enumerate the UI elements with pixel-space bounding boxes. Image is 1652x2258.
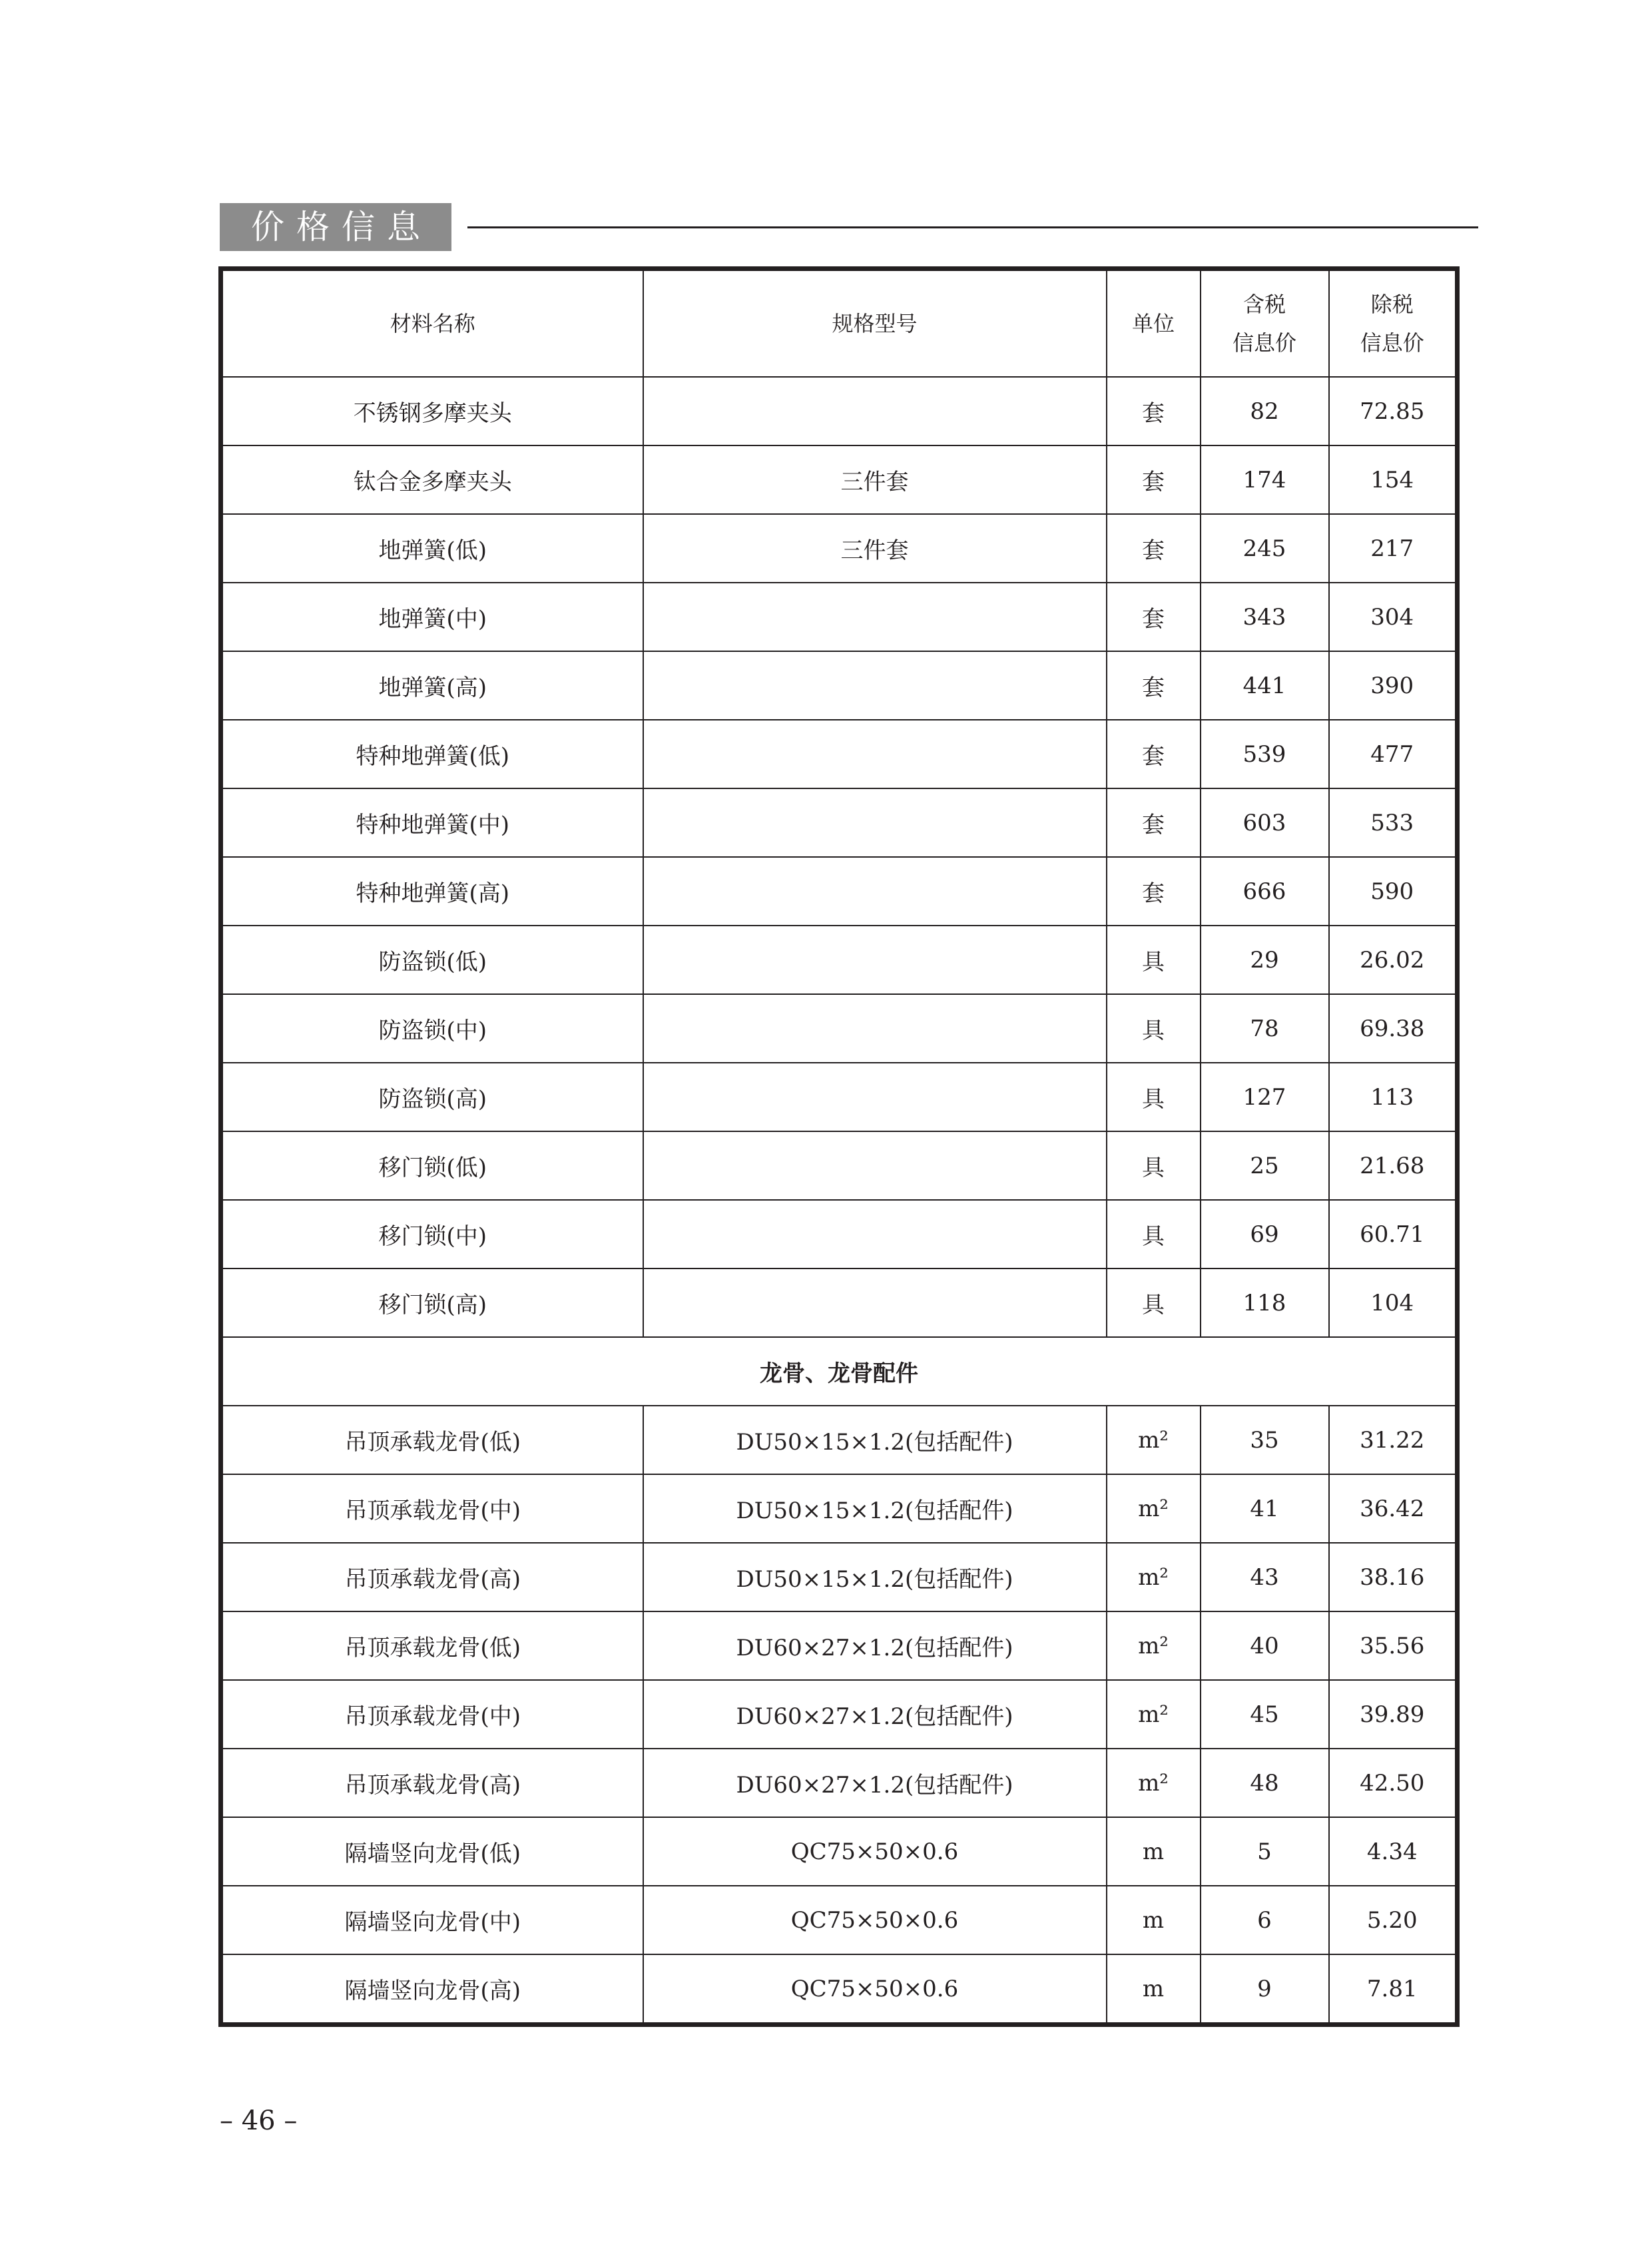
cell-unit: 套 [1107,445,1201,514]
cell-spec-model [643,788,1107,857]
table-header-row [221,269,1458,378]
header-price-with-tax-line1: 含税 [1242,292,1286,317]
cell-unit: m² [1107,1543,1201,1611]
cell-price-with-tax: 6 [1201,1886,1329,1954]
cell-material-name: 吊顶承载龙骨(低) [221,1611,643,1680]
cell-price-without-tax: 390 [1329,651,1458,720]
cell-spec-model: 三件套 [643,514,1107,583]
table-row [221,1131,1458,1200]
cell-material-name: 移门锁(低) [221,1131,643,1200]
cell-price-with-tax: 48 [1201,1749,1329,1817]
section-divider [467,226,1478,228]
cell-price-without-tax: 477 [1329,720,1458,788]
cell-material-name: 吊顶承载龙骨(高) [221,1543,643,1611]
cell-price-with-tax: 40 [1201,1611,1329,1680]
cell-material-name: 地弹簧(中) [221,583,643,651]
cell-material-name: 隔墙竖向龙骨(中) [221,1886,643,1954]
cell-price-with-tax: 78 [1201,994,1329,1063]
cell-price-with-tax: 25 [1201,1131,1329,1200]
cell-price-with-tax: 118 [1201,1269,1329,1337]
cell-spec-model [643,583,1107,651]
table-row [221,377,1458,445]
section-header [220,203,1478,251]
cell-material-name: 特种地弹簧(高) [221,857,643,926]
table-row [221,583,1458,651]
cell-unit: 套 [1107,514,1201,583]
cell-unit: m² [1107,1611,1201,1680]
cell-unit: 具 [1107,1063,1201,1131]
table-row [221,1611,1458,1680]
cell-unit: 套 [1107,377,1201,445]
table-row [221,1680,1458,1749]
cell-price-with-tax: 245 [1201,514,1329,583]
cell-price-with-tax: 9 [1201,1954,1329,2025]
cell-price-without-tax: 104 [1329,1269,1458,1337]
cell-spec-model: 三件套 [643,445,1107,514]
cell-price-with-tax: 45 [1201,1680,1329,1749]
cell-spec-model [643,926,1107,994]
cell-material-name: 吊顶承载龙骨(高) [221,1749,643,1817]
table-row [221,1269,1458,1337]
cell-price-without-tax: 60.71 [1329,1200,1458,1269]
cell-spec-model: DU60×27×1.2(包括配件) [643,1611,1107,1680]
cell-spec-model: DU50×15×1.2(包括配件) [643,1543,1107,1611]
cell-material-name: 地弹簧(低) [221,514,643,583]
cell-unit: m² [1107,1406,1201,1474]
cell-price-with-tax: 343 [1201,583,1329,651]
header-price-without-tax [1329,269,1458,378]
cell-spec-model [643,994,1107,1063]
cell-unit: m [1107,1954,1201,2025]
cell-material-name: 吊顶承载龙骨(低) [221,1406,643,1474]
cell-price-without-tax: 4.34 [1329,1817,1458,1886]
cell-spec-model [643,377,1107,445]
cell-price-without-tax: 42.50 [1329,1749,1458,1817]
cell-price-with-tax: 603 [1201,788,1329,857]
cell-price-with-tax: 43 [1201,1543,1329,1611]
header-price-without-tax-line2: 信息价 [1360,330,1424,356]
cell-unit: m² [1107,1680,1201,1749]
cell-material-name: 防盗锁(中) [221,994,643,1063]
cell-price-with-tax: 41 [1201,1474,1329,1543]
cell-price-with-tax: 539 [1201,720,1329,788]
cell-spec-model [643,857,1107,926]
cell-price-without-tax: 36.42 [1329,1474,1458,1543]
cell-unit: m [1107,1886,1201,1954]
cell-price-without-tax: 31.22 [1329,1406,1458,1474]
cell-price-without-tax: 69.38 [1329,994,1458,1063]
table-row [221,514,1458,583]
cell-unit: 具 [1107,1131,1201,1200]
cell-price-without-tax: 26.02 [1329,926,1458,994]
cell-spec-model [643,1063,1107,1131]
table-row [221,1406,1458,1474]
cell-price-without-tax: 590 [1329,857,1458,926]
cell-price-with-tax: 5 [1201,1817,1329,1886]
cell-unit: 具 [1107,1200,1201,1269]
cell-spec-model [643,720,1107,788]
table-row [221,994,1458,1063]
cell-material-name: 不锈钢多摩夹头 [221,377,643,445]
table-row [221,445,1458,514]
cell-price-with-tax: 69 [1201,1200,1329,1269]
table-row [221,1543,1458,1611]
cell-spec-model: DU50×15×1.2(包括配件) [643,1406,1107,1474]
table-row [221,1817,1458,1886]
cell-price-without-tax: 38.16 [1329,1543,1458,1611]
cell-price-with-tax: 82 [1201,377,1329,445]
cell-unit: 具 [1107,926,1201,994]
table-row [221,720,1458,788]
cell-material-name: 特种地弹簧(低) [221,720,643,788]
table-row [221,857,1458,926]
table-row [221,926,1458,994]
cell-material-name: 隔墙竖向龙骨(高) [221,1954,643,2025]
price-table [218,266,1460,2027]
table-row [221,1200,1458,1269]
cell-unit: m [1107,1817,1201,1886]
table-row [221,651,1458,720]
cell-unit: 套 [1107,857,1201,926]
cell-price-without-tax: 154 [1329,445,1458,514]
header-unit: 单位 [1107,269,1201,378]
cell-material-name: 防盗锁(高) [221,1063,643,1131]
cell-unit: m² [1107,1474,1201,1543]
cell-price-with-tax: 35 [1201,1406,1329,1474]
cell-material-name: 防盗锁(低) [221,926,643,994]
cell-spec-model [643,1131,1107,1200]
cell-spec-model: DU60×27×1.2(包括配件) [643,1680,1107,1749]
table-row [221,1474,1458,1543]
table-row [221,1063,1458,1131]
cell-unit: 套 [1107,651,1201,720]
cell-price-without-tax: 533 [1329,788,1458,857]
cell-spec-model: DU60×27×1.2(包括配件) [643,1749,1107,1817]
cell-spec-model [643,1269,1107,1337]
cell-price-with-tax: 441 [1201,651,1329,720]
cell-price-without-tax: 5.20 [1329,1886,1458,1954]
cell-spec-model [643,651,1107,720]
table-row [221,788,1458,857]
cell-price-without-tax: 7.81 [1329,1954,1458,2025]
cell-spec-model: DU50×15×1.2(包括配件) [643,1474,1107,1543]
cell-price-with-tax: 174 [1201,445,1329,514]
cell-material-name: 地弹簧(高) [221,651,643,720]
cell-material-name: 特种地弹簧(中) [221,788,643,857]
cell-price-without-tax: 113 [1329,1063,1458,1131]
cell-spec-model [643,1200,1107,1269]
cell-spec-model: QC75×50×0.6 [643,1954,1107,2025]
cell-price-without-tax: 304 [1329,583,1458,651]
cell-price-without-tax: 39.89 [1329,1680,1458,1749]
cell-material-name: 吊顶承载龙骨(中) [221,1680,643,1749]
header-price-with-tax-line2: 信息价 [1232,330,1296,356]
cell-price-without-tax: 35.56 [1329,1611,1458,1680]
cell-material-name: 隔墙竖向龙骨(低) [221,1817,643,1886]
header-price-without-tax-line1: 除税 [1370,292,1414,317]
category-label: 龙骨、龙骨配件 [221,1337,1458,1406]
table-body [221,377,1458,2025]
cell-unit: 具 [1107,994,1201,1063]
page-number: – 46 – [220,2106,298,2136]
cell-spec-model: QC75×50×0.6 [643,1886,1107,1954]
cell-price-with-tax: 666 [1201,857,1329,926]
cell-price-without-tax: 217 [1329,514,1458,583]
cell-unit: 套 [1107,583,1201,651]
cell-unit: m² [1107,1749,1201,1817]
cell-spec-model: QC75×50×0.6 [643,1817,1107,1886]
header-price-with-tax [1201,269,1329,378]
section-title: 价格信息 [220,203,451,251]
cell-material-name: 钛合金多摩夹头 [221,445,643,514]
category-row [221,1337,1458,1406]
cell-unit: 具 [1107,1269,1201,1337]
cell-material-name: 移门锁(高) [221,1269,643,1337]
cell-unit: 套 [1107,720,1201,788]
cell-price-with-tax: 127 [1201,1063,1329,1131]
header-spec-model: 规格型号 [643,269,1107,378]
cell-material-name: 移门锁(中) [221,1200,643,1269]
table-row [221,1886,1458,1954]
cell-price-with-tax: 29 [1201,926,1329,994]
cell-material-name: 吊顶承载龙骨(中) [221,1474,643,1543]
table-row [221,1954,1458,2025]
table-row [221,1749,1458,1817]
cell-price-without-tax: 72.85 [1329,377,1458,445]
cell-price-without-tax: 21.68 [1329,1131,1458,1200]
cell-unit: 套 [1107,788,1201,857]
header-material-name: 材料名称 [221,269,643,378]
